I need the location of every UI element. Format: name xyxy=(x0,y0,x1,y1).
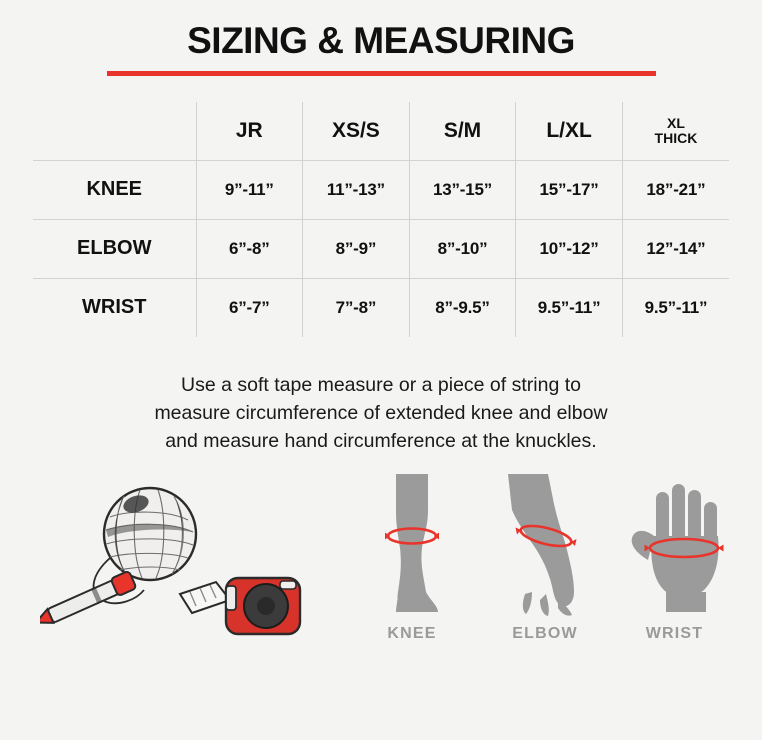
table-header-row xyxy=(33,102,729,161)
title-block xyxy=(0,0,762,76)
page-title: SIZING & MEASURING xyxy=(187,20,575,61)
row-header-wrist: WRIST xyxy=(33,278,196,337)
column-header-jr: JR xyxy=(196,102,303,161)
cell-knee-xl-thick: 18”-21” xyxy=(622,160,729,219)
column-header-xl-thick xyxy=(622,102,729,161)
elbow-icon xyxy=(470,474,620,619)
cell-elbow-jr: 6”-8” xyxy=(196,219,303,278)
cell-elbow-xl-thick: 12”-14” xyxy=(622,219,729,278)
instructions-line-2: measure circumference of extended knee and elbow xyxy=(154,402,608,425)
wrist-illustration-caption: WRIST xyxy=(645,624,704,642)
tape-measure-illustration xyxy=(40,482,305,643)
illustration-row xyxy=(0,474,762,674)
cell-elbow-s-m: 8”-10” xyxy=(409,219,516,278)
cell-knee-s-m: 13”-15” xyxy=(409,160,516,219)
column-header-xl-thick-line2: THICK xyxy=(654,129,698,146)
title-underline-rule xyxy=(107,71,656,76)
cell-knee-l-xl: 15”-17” xyxy=(516,160,623,219)
column-header-l-xl: L/XL xyxy=(516,102,623,161)
knee-icon xyxy=(352,474,472,619)
elbow-illustration xyxy=(470,474,620,643)
row-header-knee: KNEE xyxy=(33,160,196,219)
column-header-xl-thick-line1: XL xyxy=(666,114,685,131)
sizing-table-wrapper xyxy=(33,102,729,337)
table-row xyxy=(33,160,729,219)
cell-knee-jr: 9”-11” xyxy=(196,160,303,219)
instructions-line-3: and measure hand circumference at the knuckles. xyxy=(165,430,597,453)
cell-wrist-xs-s: 7”-8” xyxy=(303,278,410,337)
tape-measure-icon xyxy=(40,482,305,637)
row-header-elbow: ELBOW xyxy=(33,219,196,278)
cell-elbow-xs-s: 8”-9” xyxy=(303,219,410,278)
table-row xyxy=(33,278,729,337)
cell-wrist-jr: 6”-7” xyxy=(196,278,303,337)
elbow-illustration-caption: ELBOW xyxy=(512,624,578,642)
cell-wrist-s-m: 8”-9.5” xyxy=(409,278,516,337)
table-corner-cell xyxy=(33,102,196,161)
sizing-table xyxy=(33,102,729,337)
wrist-illustration xyxy=(612,474,737,643)
wrist-icon xyxy=(612,474,737,619)
column-header-s-m: S/M xyxy=(409,102,516,161)
cell-knee-xs-s: 11”-13” xyxy=(303,160,410,219)
knee-illustration xyxy=(352,474,472,643)
instructions-text xyxy=(40,371,722,456)
instructions-line-1: Use a soft tape measure or a piece of string to xyxy=(181,373,581,396)
cell-wrist-l-xl: 9.5”-11” xyxy=(516,278,623,337)
table-row xyxy=(33,219,729,278)
knee-illustration-caption: KNEE xyxy=(387,624,437,642)
column-header-xs-s: XS/S xyxy=(303,102,410,161)
cell-wrist-xl-thick: 9.5”-11” xyxy=(644,297,708,317)
cell-elbow-l-xl: 10”-12” xyxy=(516,219,623,278)
